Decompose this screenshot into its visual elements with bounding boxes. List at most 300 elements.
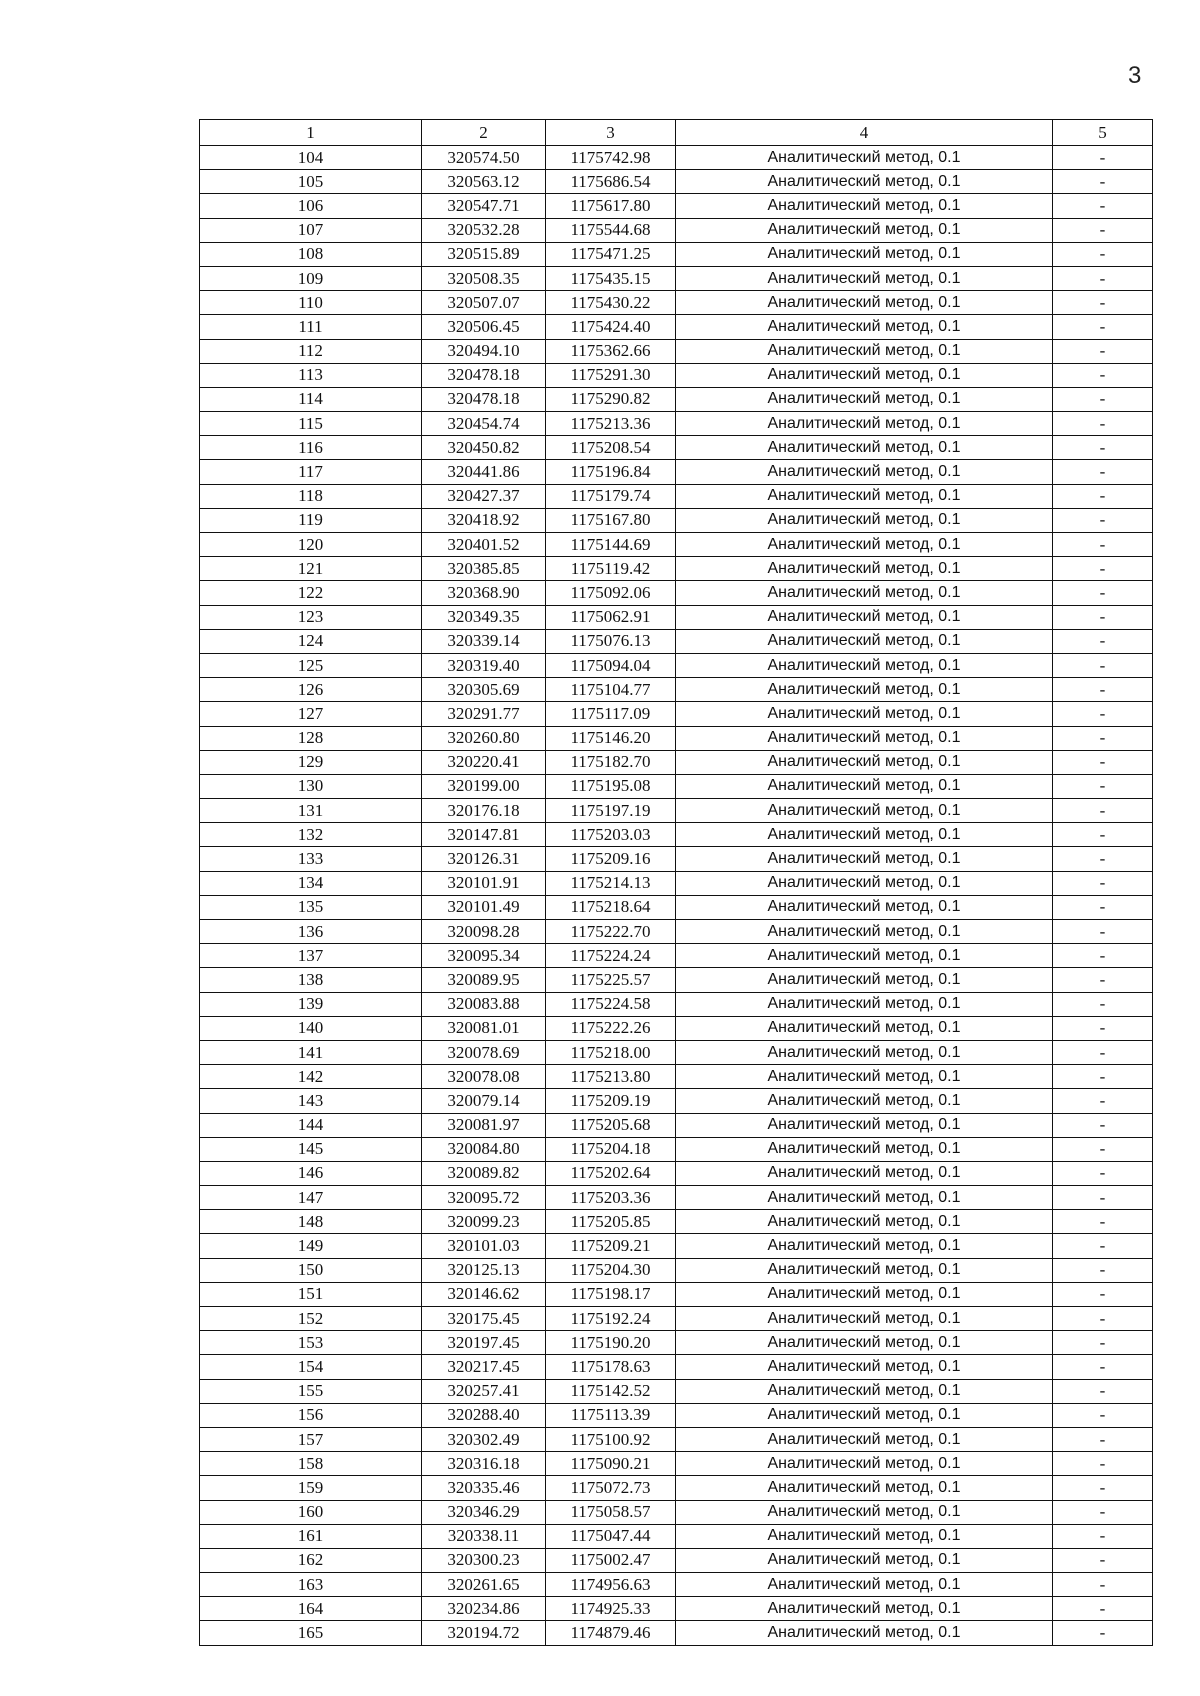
- method-cell: Аналитический метод, 0.1: [676, 605, 1053, 629]
- y-coordinate-cell: 1175205.68: [546, 1113, 676, 1137]
- note-cell: -: [1053, 581, 1153, 605]
- x-coordinate-cell: 320574.50: [422, 146, 546, 170]
- x-coordinate-cell: 320079.14: [422, 1089, 546, 1113]
- table-row: [200, 1137, 1153, 1161]
- x-coordinate-cell: 320126.31: [422, 847, 546, 871]
- method-cell: Аналитический метод, 0.1: [676, 968, 1053, 992]
- note-cell: -: [1053, 1476, 1153, 1500]
- table-row: [200, 1524, 1153, 1548]
- table-row: [200, 436, 1153, 460]
- table-row: [200, 1040, 1153, 1064]
- table-row: [200, 1403, 1153, 1427]
- x-coordinate-cell: 320418.92: [422, 508, 546, 532]
- note-cell: -: [1053, 266, 1153, 290]
- method-cell: Аналитический метод, 0.1: [676, 1258, 1053, 1282]
- y-coordinate-cell: 1175225.57: [546, 968, 676, 992]
- table-row: [200, 1186, 1153, 1210]
- table-row: [200, 726, 1153, 750]
- point-number-cell: 161: [200, 1524, 422, 1548]
- table-row: [200, 1476, 1153, 1500]
- x-coordinate-cell: 320078.08: [422, 1065, 546, 1089]
- note-cell: -: [1053, 363, 1153, 387]
- point-number-cell: 112: [200, 339, 422, 363]
- note-cell: -: [1053, 387, 1153, 411]
- note-cell: -: [1053, 726, 1153, 750]
- method-cell: Аналитический метод, 0.1: [676, 412, 1053, 436]
- x-coordinate-cell: 320478.18: [422, 363, 546, 387]
- table-row: [200, 533, 1153, 557]
- table-row: [200, 1331, 1153, 1355]
- table-row: [200, 1573, 1153, 1597]
- note-cell: -: [1053, 823, 1153, 847]
- method-cell: Аналитический метод, 0.1: [676, 194, 1053, 218]
- table-row: [200, 920, 1153, 944]
- note-cell: -: [1053, 339, 1153, 363]
- note-cell: -: [1053, 605, 1153, 629]
- y-coordinate-cell: 1175090.21: [546, 1452, 676, 1476]
- table-row: [200, 1089, 1153, 1113]
- y-coordinate-cell: 1175196.84: [546, 460, 676, 484]
- x-coordinate-cell: 320089.95: [422, 968, 546, 992]
- note-cell: -: [1053, 194, 1153, 218]
- table-row: [200, 1016, 1153, 1040]
- point-number-cell: 123: [200, 605, 422, 629]
- x-coordinate-cell: 320319.40: [422, 653, 546, 677]
- table-row: [200, 170, 1153, 194]
- x-coordinate-cell: 320257.41: [422, 1379, 546, 1403]
- y-coordinate-cell: 1174925.33: [546, 1597, 676, 1621]
- point-number-cell: 116: [200, 436, 422, 460]
- y-coordinate-cell: 1175218.64: [546, 895, 676, 919]
- note-cell: -: [1053, 412, 1153, 436]
- note-cell: -: [1053, 218, 1153, 242]
- table-row: [200, 1379, 1153, 1403]
- x-coordinate-cell: 320081.97: [422, 1113, 546, 1137]
- method-cell: Аналитический метод, 0.1: [676, 1573, 1053, 1597]
- y-coordinate-cell: 1175291.30: [546, 363, 676, 387]
- y-coordinate-cell: 1175222.70: [546, 920, 676, 944]
- x-coordinate-cell: 320101.49: [422, 895, 546, 919]
- x-coordinate-cell: 320089.82: [422, 1161, 546, 1185]
- table-row: [200, 291, 1153, 315]
- note-cell: -: [1053, 678, 1153, 702]
- table-row: [200, 629, 1153, 653]
- method-cell: Аналитический метод, 0.1: [676, 871, 1053, 895]
- point-number-cell: 124: [200, 629, 422, 653]
- note-cell: -: [1053, 847, 1153, 871]
- header-col-4: 4: [676, 120, 1053, 146]
- y-coordinate-cell: 1175182.70: [546, 750, 676, 774]
- y-coordinate-cell: 1175202.64: [546, 1161, 676, 1185]
- note-cell: -: [1053, 146, 1153, 170]
- table-row: [200, 992, 1153, 1016]
- y-coordinate-cell: 1175146.20: [546, 726, 676, 750]
- x-coordinate-cell: 320194.72: [422, 1621, 546, 1645]
- y-coordinate-cell: 1175213.80: [546, 1065, 676, 1089]
- table-body: [200, 146, 1153, 1646]
- table-row: [200, 1548, 1153, 1572]
- point-number-cell: 140: [200, 1016, 422, 1040]
- method-cell: Аналитический метод, 0.1: [676, 750, 1053, 774]
- x-coordinate-cell: 320368.90: [422, 581, 546, 605]
- coordinates-table: [199, 119, 1153, 1646]
- table-row: [200, 1282, 1153, 1306]
- point-number-cell: 128: [200, 726, 422, 750]
- point-number-cell: 152: [200, 1307, 422, 1331]
- table-row: [200, 823, 1153, 847]
- note-cell: -: [1053, 291, 1153, 315]
- note-cell: -: [1053, 653, 1153, 677]
- y-coordinate-cell: 1175204.30: [546, 1258, 676, 1282]
- table-row: [200, 266, 1153, 290]
- method-cell: Аналитический метод, 0.1: [676, 291, 1053, 315]
- x-coordinate-cell: 320081.01: [422, 1016, 546, 1040]
- y-coordinate-cell: 1175362.66: [546, 339, 676, 363]
- table-row: [200, 847, 1153, 871]
- y-coordinate-cell: 1175213.36: [546, 412, 676, 436]
- method-cell: Аналитический метод, 0.1: [676, 1452, 1053, 1476]
- table-row: [200, 363, 1153, 387]
- note-cell: -: [1053, 944, 1153, 968]
- note-cell: -: [1053, 774, 1153, 798]
- method-cell: Аналитический метод, 0.1: [676, 678, 1053, 702]
- y-coordinate-cell: 1175424.40: [546, 315, 676, 339]
- note-cell: -: [1053, 1621, 1153, 1645]
- note-cell: -: [1053, 1210, 1153, 1234]
- point-number-cell: 109: [200, 266, 422, 290]
- note-cell: -: [1053, 968, 1153, 992]
- table-row: [200, 653, 1153, 677]
- point-number-cell: 134: [200, 871, 422, 895]
- point-number-cell: 139: [200, 992, 422, 1016]
- method-cell: Аналитический метод, 0.1: [676, 1331, 1053, 1355]
- table-row: [200, 1621, 1153, 1645]
- y-coordinate-cell: 1175742.98: [546, 146, 676, 170]
- point-number-cell: 135: [200, 895, 422, 919]
- table-row: [200, 895, 1153, 919]
- y-coordinate-cell: 1174879.46: [546, 1621, 676, 1645]
- point-number-cell: 117: [200, 460, 422, 484]
- y-coordinate-cell: 1175072.73: [546, 1476, 676, 1500]
- x-coordinate-cell: 320099.23: [422, 1210, 546, 1234]
- method-cell: Аналитический метод, 0.1: [676, 533, 1053, 557]
- y-coordinate-cell: 1175117.09: [546, 702, 676, 726]
- y-coordinate-cell: 1175208.54: [546, 436, 676, 460]
- note-cell: -: [1053, 1379, 1153, 1403]
- note-cell: -: [1053, 1234, 1153, 1258]
- y-coordinate-cell: 1175092.06: [546, 581, 676, 605]
- point-number-cell: 119: [200, 508, 422, 532]
- header-col-2: 2: [422, 120, 546, 146]
- note-cell: -: [1053, 702, 1153, 726]
- point-number-cell: 141: [200, 1040, 422, 1064]
- y-coordinate-cell: 1175062.91: [546, 605, 676, 629]
- table-row: [200, 1355, 1153, 1379]
- x-coordinate-cell: 320217.45: [422, 1355, 546, 1379]
- note-cell: -: [1053, 484, 1153, 508]
- page-number: 3: [1128, 62, 1142, 89]
- note-cell: -: [1053, 1186, 1153, 1210]
- x-coordinate-cell: 320450.82: [422, 436, 546, 460]
- point-number-cell: 111: [200, 315, 422, 339]
- table-row: [200, 968, 1153, 992]
- note-cell: -: [1053, 1282, 1153, 1306]
- method-cell: Аналитический метод, 0.1: [676, 266, 1053, 290]
- x-coordinate-cell: 320478.18: [422, 387, 546, 411]
- point-number-cell: 148: [200, 1210, 422, 1234]
- point-number-cell: 132: [200, 823, 422, 847]
- x-coordinate-cell: 320563.12: [422, 170, 546, 194]
- method-cell: Аналитический метод, 0.1: [676, 726, 1053, 750]
- x-coordinate-cell: 320199.00: [422, 774, 546, 798]
- note-cell: -: [1053, 895, 1153, 919]
- note-cell: -: [1053, 1331, 1153, 1355]
- note-cell: -: [1053, 1065, 1153, 1089]
- y-coordinate-cell: 1175195.08: [546, 774, 676, 798]
- point-number-cell: 118: [200, 484, 422, 508]
- method-cell: Аналитический метод, 0.1: [676, 1621, 1053, 1645]
- note-cell: -: [1053, 799, 1153, 823]
- y-coordinate-cell: 1175218.00: [546, 1040, 676, 1064]
- x-coordinate-cell: 320220.41: [422, 750, 546, 774]
- x-coordinate-cell: 320427.37: [422, 484, 546, 508]
- table-row: [200, 484, 1153, 508]
- table-row: [200, 702, 1153, 726]
- y-coordinate-cell: 1175224.58: [546, 992, 676, 1016]
- y-coordinate-cell: 1175290.82: [546, 387, 676, 411]
- note-cell: -: [1053, 920, 1153, 944]
- method-cell: Аналитический метод, 0.1: [676, 774, 1053, 798]
- point-number-cell: 115: [200, 412, 422, 436]
- point-number-cell: 153: [200, 1331, 422, 1355]
- x-coordinate-cell: 320125.13: [422, 1258, 546, 1282]
- x-coordinate-cell: 320288.40: [422, 1403, 546, 1427]
- point-number-cell: 151: [200, 1282, 422, 1306]
- note-cell: -: [1053, 315, 1153, 339]
- method-cell: Аналитический метод, 0.1: [676, 1524, 1053, 1548]
- y-coordinate-cell: 1175198.17: [546, 1282, 676, 1306]
- table-row: [200, 581, 1153, 605]
- method-cell: Аналитический метод, 0.1: [676, 1548, 1053, 1572]
- point-number-cell: 138: [200, 968, 422, 992]
- x-coordinate-cell: 320508.35: [422, 266, 546, 290]
- note-cell: -: [1053, 1452, 1153, 1476]
- y-coordinate-cell: 1175203.03: [546, 823, 676, 847]
- method-cell: Аналитический метод, 0.1: [676, 1307, 1053, 1331]
- y-coordinate-cell: 1175104.77: [546, 678, 676, 702]
- x-coordinate-cell: 320454.74: [422, 412, 546, 436]
- y-coordinate-cell: 1175119.42: [546, 557, 676, 581]
- note-cell: -: [1053, 242, 1153, 266]
- x-coordinate-cell: 320532.28: [422, 218, 546, 242]
- y-coordinate-cell: 1175617.80: [546, 194, 676, 218]
- note-cell: -: [1053, 1258, 1153, 1282]
- table-row: [200, 1113, 1153, 1137]
- x-coordinate-cell: 320494.10: [422, 339, 546, 363]
- table-row: [200, 774, 1153, 798]
- method-cell: Аналитический метод, 0.1: [676, 508, 1053, 532]
- x-coordinate-cell: 320300.23: [422, 1548, 546, 1572]
- y-coordinate-cell: 1175179.74: [546, 484, 676, 508]
- x-coordinate-cell: 320316.18: [422, 1452, 546, 1476]
- x-coordinate-cell: 320095.34: [422, 944, 546, 968]
- point-number-cell: 107: [200, 218, 422, 242]
- method-cell: Аналитический метод, 0.1: [676, 895, 1053, 919]
- x-coordinate-cell: 320547.71: [422, 194, 546, 218]
- point-number-cell: 159: [200, 1476, 422, 1500]
- method-cell: Аналитический метод, 0.1: [676, 629, 1053, 653]
- method-cell: Аналитический метод, 0.1: [676, 1113, 1053, 1137]
- y-coordinate-cell: 1175435.15: [546, 266, 676, 290]
- method-cell: Аналитический метод, 0.1: [676, 460, 1053, 484]
- note-cell: -: [1053, 1016, 1153, 1040]
- method-cell: Аналитический метод, 0.1: [676, 920, 1053, 944]
- x-coordinate-cell: 320515.89: [422, 242, 546, 266]
- point-number-cell: 164: [200, 1597, 422, 1621]
- table-row: [200, 1307, 1153, 1331]
- note-cell: -: [1053, 1403, 1153, 1427]
- y-coordinate-cell: 1175205.85: [546, 1210, 676, 1234]
- point-number-cell: 160: [200, 1500, 422, 1524]
- note-cell: -: [1053, 170, 1153, 194]
- note-cell: -: [1053, 460, 1153, 484]
- table-row: [200, 1258, 1153, 1282]
- table-row: [200, 605, 1153, 629]
- point-number-cell: 157: [200, 1427, 422, 1451]
- header-col-5: 5: [1053, 120, 1153, 146]
- point-number-cell: 104: [200, 146, 422, 170]
- method-cell: Аналитический метод, 0.1: [676, 387, 1053, 411]
- note-cell: -: [1053, 1573, 1153, 1597]
- x-coordinate-cell: 320346.29: [422, 1500, 546, 1524]
- point-number-cell: 126: [200, 678, 422, 702]
- x-coordinate-cell: 320305.69: [422, 678, 546, 702]
- y-coordinate-cell: 1175197.19: [546, 799, 676, 823]
- note-cell: -: [1053, 1500, 1153, 1524]
- note-cell: -: [1053, 1113, 1153, 1137]
- table-row: [200, 508, 1153, 532]
- method-cell: Аналитический метод, 0.1: [676, 992, 1053, 1016]
- point-number-cell: 150: [200, 1258, 422, 1282]
- method-cell: Аналитический метод, 0.1: [676, 1427, 1053, 1451]
- x-coordinate-cell: 320339.14: [422, 629, 546, 653]
- method-cell: Аналитический метод, 0.1: [676, 1403, 1053, 1427]
- table-row: [200, 146, 1153, 170]
- y-coordinate-cell: 1175203.36: [546, 1186, 676, 1210]
- point-number-cell: 121: [200, 557, 422, 581]
- y-coordinate-cell: 1175204.18: [546, 1137, 676, 1161]
- x-coordinate-cell: 320291.77: [422, 702, 546, 726]
- note-cell: -: [1053, 508, 1153, 532]
- y-coordinate-cell: 1175178.63: [546, 1355, 676, 1379]
- x-coordinate-cell: 320260.80: [422, 726, 546, 750]
- x-coordinate-cell: 320175.45: [422, 1307, 546, 1331]
- method-cell: Аналитический метод, 0.1: [676, 1476, 1053, 1500]
- table-row: [200, 1161, 1153, 1185]
- y-coordinate-cell: 1175167.80: [546, 508, 676, 532]
- x-coordinate-cell: 320385.85: [422, 557, 546, 581]
- note-cell: -: [1053, 1597, 1153, 1621]
- note-cell: -: [1053, 533, 1153, 557]
- note-cell: -: [1053, 1089, 1153, 1113]
- method-cell: Аналитический метод, 0.1: [676, 1016, 1053, 1040]
- table-row: [200, 387, 1153, 411]
- x-coordinate-cell: 320101.91: [422, 871, 546, 895]
- note-cell: -: [1053, 436, 1153, 460]
- note-cell: -: [1053, 1137, 1153, 1161]
- x-coordinate-cell: 320401.52: [422, 533, 546, 557]
- header-col-3: 3: [546, 120, 676, 146]
- header-row: [200, 120, 1153, 146]
- point-number-cell: 113: [200, 363, 422, 387]
- point-number-cell: 154: [200, 1355, 422, 1379]
- point-number-cell: 156: [200, 1403, 422, 1427]
- x-coordinate-cell: 320078.69: [422, 1040, 546, 1064]
- note-cell: -: [1053, 629, 1153, 653]
- point-number-cell: 131: [200, 799, 422, 823]
- note-cell: -: [1053, 1355, 1153, 1379]
- x-coordinate-cell: 320506.45: [422, 315, 546, 339]
- point-number-cell: 120: [200, 533, 422, 557]
- method-cell: Аналитический метод, 0.1: [676, 1161, 1053, 1185]
- table-row: [200, 750, 1153, 774]
- method-cell: Аналитический метод, 0.1: [676, 1065, 1053, 1089]
- note-cell: -: [1053, 1548, 1153, 1572]
- method-cell: Аналитический метод, 0.1: [676, 1355, 1053, 1379]
- y-coordinate-cell: 1175471.25: [546, 242, 676, 266]
- method-cell: Аналитический метод, 0.1: [676, 823, 1053, 847]
- point-number-cell: 122: [200, 581, 422, 605]
- point-number-cell: 130: [200, 774, 422, 798]
- method-cell: Аналитический метод, 0.1: [676, 1089, 1053, 1113]
- y-coordinate-cell: 1175142.52: [546, 1379, 676, 1403]
- note-cell: -: [1053, 1040, 1153, 1064]
- method-cell: Аналитический метод, 0.1: [676, 146, 1053, 170]
- x-coordinate-cell: 320302.49: [422, 1427, 546, 1451]
- table-row: [200, 1234, 1153, 1258]
- x-coordinate-cell: 320349.35: [422, 605, 546, 629]
- x-coordinate-cell: 320176.18: [422, 799, 546, 823]
- point-number-cell: 127: [200, 702, 422, 726]
- note-cell: -: [1053, 1307, 1153, 1331]
- y-coordinate-cell: 1175113.39: [546, 1403, 676, 1427]
- y-coordinate-cell: 1175222.26: [546, 1016, 676, 1040]
- note-cell: -: [1053, 750, 1153, 774]
- y-coordinate-cell: 1175100.92: [546, 1427, 676, 1451]
- x-coordinate-cell: 320335.46: [422, 1476, 546, 1500]
- y-coordinate-cell: 1175209.16: [546, 847, 676, 871]
- y-coordinate-cell: 1175144.69: [546, 533, 676, 557]
- point-number-cell: 155: [200, 1379, 422, 1403]
- method-cell: Аналитический метод, 0.1: [676, 484, 1053, 508]
- y-coordinate-cell: 1175190.20: [546, 1331, 676, 1355]
- x-coordinate-cell: 320338.11: [422, 1524, 546, 1548]
- note-cell: -: [1053, 557, 1153, 581]
- point-number-cell: 137: [200, 944, 422, 968]
- method-cell: Аналитический метод, 0.1: [676, 702, 1053, 726]
- y-coordinate-cell: 1175192.24: [546, 1307, 676, 1331]
- table-row: [200, 1500, 1153, 1524]
- x-coordinate-cell: 320261.65: [422, 1573, 546, 1597]
- method-cell: Аналитический метод, 0.1: [676, 847, 1053, 871]
- point-number-cell: 114: [200, 387, 422, 411]
- point-number-cell: 144: [200, 1113, 422, 1137]
- table-row: [200, 678, 1153, 702]
- note-cell: -: [1053, 992, 1153, 1016]
- table-row: [200, 1427, 1153, 1451]
- point-number-cell: 110: [200, 291, 422, 315]
- y-coordinate-cell: 1175047.44: [546, 1524, 676, 1548]
